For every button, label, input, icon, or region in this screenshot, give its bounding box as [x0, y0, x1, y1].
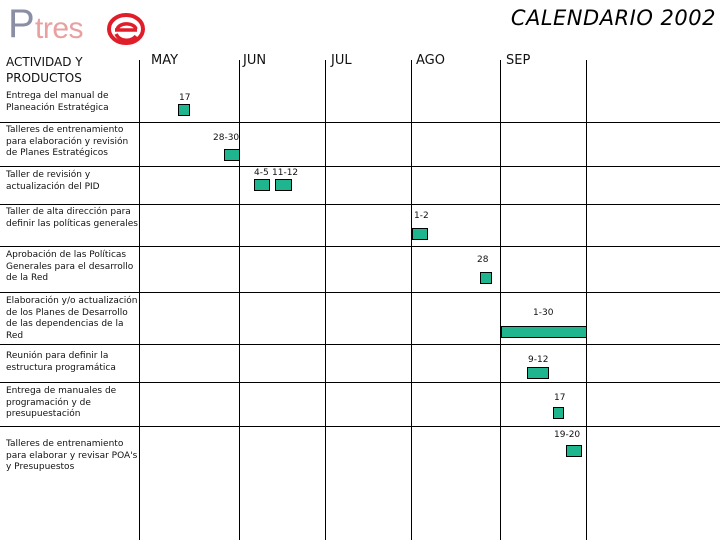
schedule-bar — [527, 367, 549, 379]
date-label: 17 — [554, 393, 566, 403]
logo-text: tres — [35, 12, 84, 45]
schedule-bar — [275, 179, 292, 191]
schedule-bar — [412, 228, 428, 240]
activity-label: Reunión para definir la estructura programática — [6, 351, 116, 373]
schedule-bar — [553, 407, 564, 419]
grid-line-vertical — [411, 60, 412, 540]
activity-label: Elaboración y/o actualización de los Planes de Desarrollo de las dependencias de la Red — [6, 296, 138, 341]
grid-line-vertical — [239, 60, 240, 540]
date-label: 19-20 — [554, 430, 581, 440]
schedule-bar — [566, 445, 582, 457]
page-title: CALENDARIO 2002 — [510, 6, 716, 30]
logo-letter-p: P — [8, 2, 35, 46]
grid-line-vertical — [139, 60, 140, 540]
activity-label: Talleres de entrenamiento para elaborar y revisar POA's y Presupuestos — [6, 439, 138, 472]
month-header-ago: AGO — [416, 53, 445, 68]
activities-column-header: ACTIVIDAD Y PRODUCTOS — [6, 55, 83, 85]
month-header-sep: SEP — [506, 53, 531, 68]
date-label: 17 — [179, 93, 191, 103]
activity-label: Taller de alta dirección para definir las políticas generales — [6, 207, 138, 229]
grid-line-horizontal — [0, 122, 720, 123]
activity-label: Entrega del manual de Planeación Estratégica — [6, 91, 109, 113]
date-label: 4-5 — [254, 168, 269, 178]
date-label: 11-12 — [272, 168, 299, 178]
activity-label: Entrega de manuales de programación y de presupuestación — [6, 386, 117, 419]
grid-line-horizontal — [0, 246, 720, 247]
grid-line-vertical — [325, 60, 326, 540]
grid-line-horizontal — [0, 204, 720, 205]
grid-line-horizontal — [0, 426, 720, 427]
date-label: 28 — [477, 255, 489, 265]
date-label: 1-2 — [414, 211, 429, 221]
grid-line-horizontal — [0, 292, 720, 293]
logo-e-icon — [106, 10, 146, 46]
grid-line-horizontal — [0, 166, 720, 167]
schedule-bar — [480, 272, 492, 284]
month-header-jun: JUN — [243, 53, 267, 68]
activity-label: Aprobación de las Políticas Generales para el desarrollo de la Red — [6, 250, 134, 283]
date-label: 9-12 — [528, 355, 549, 365]
schedule-bar — [178, 104, 190, 116]
schedule-bar — [254, 179, 270, 191]
company-logo — [8, 4, 148, 48]
grid-line-vertical — [500, 60, 501, 540]
date-label: 28-30 — [213, 133, 240, 143]
date-label: 1-30 — [533, 308, 554, 318]
schedule-bar — [224, 149, 240, 161]
activity-label: Taller de revisión y actualización del PID — [6, 170, 100, 192]
activity-label: Talleres de entrenamiento para elaboración y revisión de Planes Estratégicos — [6, 125, 129, 158]
grid-line-horizontal — [0, 344, 720, 345]
grid-line-vertical — [586, 60, 587, 540]
month-header-jul: JUL — [331, 53, 352, 68]
grid-line-horizontal — [0, 382, 720, 383]
schedule-bar — [501, 326, 587, 338]
month-header-may: MAY — [151, 53, 179, 68]
